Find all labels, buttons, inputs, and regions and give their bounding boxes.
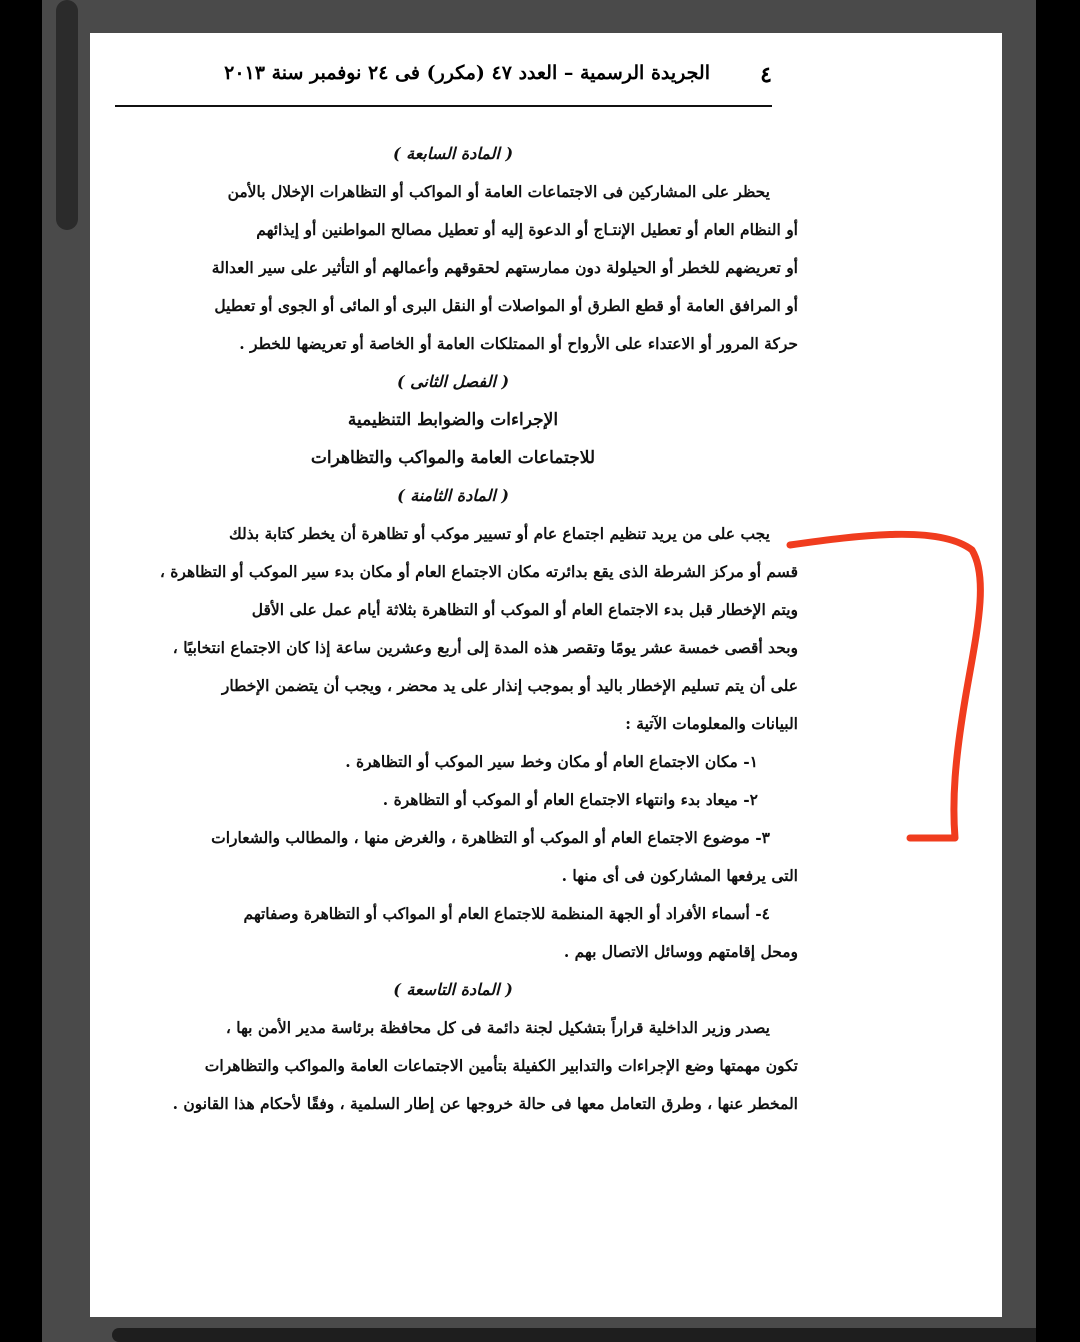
article-9-line: يصدر وزير الداخلية قراراً بتشكيل لجنة دائمة فى كل محافظة برئاسة مدير الأمن بها ، xyxy=(225,1018,770,1037)
article-7-heading: ( المادة السابعة ) xyxy=(392,144,514,163)
article-8-item: ٢- ميعاد بدء وانتهاء الاجتماع العام أو الموكب أو التظاهرة . xyxy=(382,790,758,809)
article-9-line: المخطر عنها ، وطرق التعامل معها فى حالة خروجها عن إطار السلمية ، وفقًا لأحكام هذا القانون . xyxy=(172,1094,798,1113)
article-8-line: وبحد أقصى خمسة عشر يومًا وتقصر هذه المدة إلى أربع وعشرين ساعة إذا كان الاجتماع انتخابيًا ، xyxy=(172,638,798,657)
article-8-item: ٣- موضوع الاجتماع العام أو الموكب أو التظاهرة ، والغرض منها ، والمطالب والشعارات xyxy=(211,828,770,847)
article-8-item-continuation: ومحل إقامتهم ووسائل الاتصال بهم . xyxy=(563,942,798,961)
article-7-line: أو تعريضهم للخطر أو الحيلولة دون ممارستهم لحقوقهم وأعمالهم أو التأثير على سير العدالة xyxy=(211,258,798,277)
article-9-heading: ( المادة التاسعة ) xyxy=(393,980,513,999)
article-8-heading: ( المادة الثامنة ) xyxy=(397,486,509,505)
article-8-line: ويتم الإخطار قبل بدء الاجتماع العام أو الموكب أو التظاهرة بثلاثة أيام عمل على الأقل xyxy=(251,600,798,619)
chapter-2-heading: ( الفصل الثانى ) xyxy=(396,372,510,391)
chapter-2-title: الإجراءات والضوابط التنظيمية xyxy=(347,410,559,430)
article-7-line: أو النظام العام أو تعطيل الإنتـاج أو الدعوة إليه أو تعطيل مصالح المواطنين أو إيذائهم xyxy=(256,220,798,239)
article-7-line: يحظر على المشاركين فى الاجتماعات العامة أو المواكب أو التظاهرات الإخلال بالأمن xyxy=(227,182,770,201)
article-8-line: قسم أو مركز الشرطة الذى يقع بدائرته مكان الاجتماع العام أو مكان بدء سير الموكب أو التظاهرة ، xyxy=(159,562,798,581)
article-8-item-continuation: التى يرفعها المشاركون فى أى منها . xyxy=(561,866,798,885)
chapter-2-subtitle: للاجتماعات العامة والمواكب والتظاهرات xyxy=(310,448,596,468)
article-9-line: تكون مهمتها وضع الإجراءات والتدابير الكفيلة بتأمين الاجتماعات العامة والمواكب والتظاهرات xyxy=(204,1056,798,1075)
article-8-line: البيانات والمعلومات الآتية : xyxy=(625,714,798,733)
gazette-title: الجريدة الرسمية – العدد ٤٧ (مكرر) فى ٢٤ نوفمبر سنة ٢٠١٣ xyxy=(224,62,710,84)
article-8-item: ٤- أسماء الأفراد أو الجهة المنظمة للاجتماع العام أو المواكب أو التظاهرة وصفاتهم xyxy=(243,904,770,923)
article-8-line: يجب على من يريد تنظيم اجتماع عام أو تسيير موكب أو تظاهرة أن يخطر كتابة بذلك xyxy=(228,524,770,543)
article-7-line: أو المرافق العامة أو قطع الطرق أو المواصلات أو النقل البرى أو المائى أو الجوى أو تعطيل xyxy=(214,296,798,315)
article-8-item: ١- مكان الاجتماع العام أو مكان وخط سير الموكب أو التظاهرة . xyxy=(345,752,758,771)
article-8-line: على أن يتم تسليم الإخطار باليد أو بموجب إنذار على يد محضر ، ويجب أن يتضمن الإخطار xyxy=(221,676,798,695)
page-number: ٤ xyxy=(760,62,772,88)
article-7-line: حركة المرور أو الاعتداء على الأرواح أو الممتلكات العامة أو الخاصة أو تعريضها للخطر . xyxy=(239,334,798,353)
